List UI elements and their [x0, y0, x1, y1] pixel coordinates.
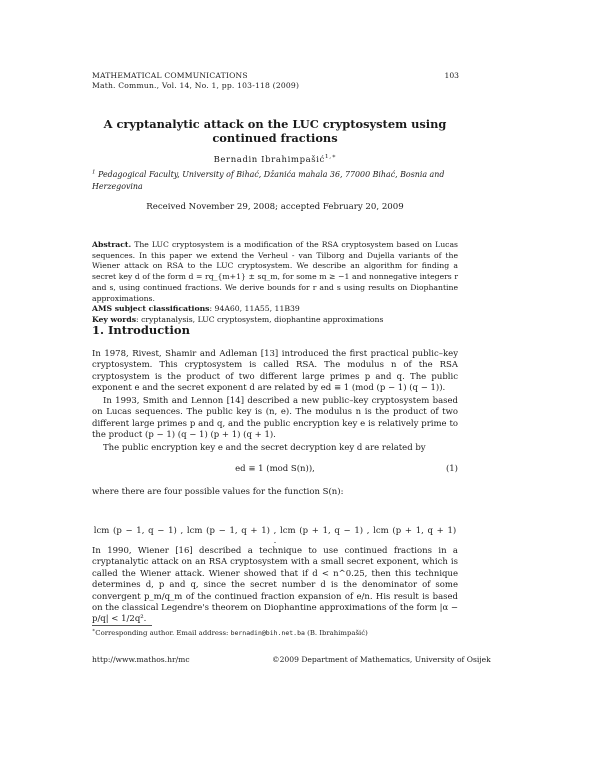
author-marks: 1,∗ [324, 153, 337, 161]
ams-classifications [92, 304, 458, 315]
section-title: Introduction [108, 323, 190, 337]
keywords-value: : cryptanalysis, LUC cryptosystem, diophantine approximations [136, 314, 384, 324]
page-number: 103 [444, 71, 459, 80]
journal-citation: Math. Commun., Vol. 14, No. 1, pp. 103-118 (2009) [92, 81, 300, 90]
abstract-text: The LUC cryptosystem is a modification of the RSA cryptosystem based on Lucas sequences. In this paper we extend the Verheul - van Tilborg and Dujella variants of the Wiener attack on RSA to the LUC cryptosystem. We describe an algorithm for finding a secret key d of the form d = rq_{m+1} ± sq_m, for some m ≥ −1 and nonnegative integers r and s, using continued fractions. We derive bounds for r and s using results on Diophantine approximations. [92, 240, 459, 303]
copyright: ©2009 Department of Mathematics, University of Osijek [272, 655, 491, 664]
abstract-block [92, 240, 458, 326]
journal-name: MATHEMATICAL COMMUNICATIONS [92, 71, 248, 80]
ams-label: AMS subject classifications [92, 304, 210, 314]
email-link[interactable]: bernadin@bih.net.ba [230, 629, 305, 637]
paragraph-key-relation: The public encryption key e and the secret decryption key d are related by [103, 443, 426, 453]
section-number: 1. [92, 323, 105, 337]
ams-value: : 94A60, 11A55, 11B39 [209, 304, 300, 314]
footnote-rule [92, 625, 152, 626]
keywords-label: Key words [92, 314, 137, 324]
footnote [92, 629, 368, 637]
author [92, 155, 458, 165]
abstract-paragraph [92, 240, 458, 304]
affiliation-mark: 1 [92, 169, 96, 176]
footnote-text: Corresponding author. Email address: [95, 629, 229, 637]
equation-number: (1) [445, 464, 458, 474]
author-name: Bernadin Ibrahimpašić [213, 155, 325, 165]
paragraph-rsa-intro: In 1978, Rivest, Shamir and Adleman [13] introduced the first practical public–key cryptosystem. This cryptosystem is called RSA. The modulus n of the RSA cryptosystem is the product of two different large primes p and q. The public exponent e and the secret exponent d are related by ed ≡ 1 (mod (p − 1) (q − 1)). [92, 349, 458, 394]
title-line-1: A cryptanalytic attack on the LUC cryptosystem using [103, 117, 447, 131]
paragraph-s-values: where there are four possible values for the function S(n): [92, 487, 344, 497]
paper-title [92, 117, 458, 145]
footnote-name: (B. Ibrahimpašić) [307, 629, 368, 637]
section-heading [92, 323, 190, 337]
abstract-label: Abstract. [92, 240, 132, 249]
equation-1: ed ≡ 1 (mod S(n)), [235, 464, 315, 474]
affiliation-text: Pedagogical Faculty, University of Bihać, Džanića mahala 36, 77000 Bihać, Bosnia and Herzegovina [92, 170, 445, 191]
paragraph-wiener: In 1990, Wiener [16] described a technique to use continued fractions in a cryptanalytic attack on an RSA cryptosystem with a small secret exponent, which is called the Wiener attack. Wiener showed that if d < n^0.25, then this technique determines d, p and q, since the secret number d is the denominator of some convergent p_m/q_m of the continued fraction expansion of e/n. His result is based on the classical Legendre's theorem on Diophantine approximations of the form |α − p/q| < 1/2q². [92, 546, 459, 625]
received-dates: Received November 29, 2008; accepted February 20, 2009 [146, 202, 404, 212]
title-line-2: continued fractions [212, 131, 338, 145]
paragraph-luc-intro: In 1993, Smith and Lennon [14] described a new public–key cryptosystem based on Lucas sequences. The public key is (n, e). The modulus n is the product of two different large primes p and q, and the public encryption key e is relatively prime to the product (p − 1) (q − 1) (p + 1) (q + 1). [92, 396, 458, 441]
footnote-mark: ∗ [92, 628, 96, 634]
affiliation [92, 169, 458, 193]
journal-url-link[interactable]: http://www.mathos.hr/mc [92, 655, 190, 664]
lcm-values: lcm (p − 1, q − 1) , lcm (p − 1, q + 1) , lcm (p + 1, q − 1) , lcm (p + 1, q + 1) . [93, 526, 457, 546]
